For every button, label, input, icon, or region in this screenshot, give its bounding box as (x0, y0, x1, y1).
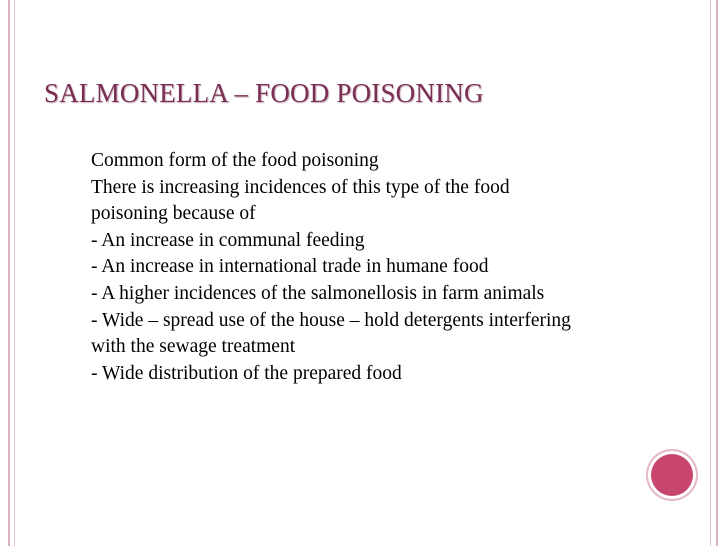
body-line: - A higher incidences of the salmonellosis in farm animals (91, 282, 545, 304)
decorative-circle-icon (651, 454, 693, 496)
slide-title: SALMONELLA – FOOD POISONING (44, 78, 484, 108)
body-line: with the sewage treatment (91, 336, 296, 358)
left-border-inner-line (14, 0, 15, 546)
body-line: - An increase in international trade in humane food (91, 256, 489, 278)
right-border-inner-line (710, 0, 711, 546)
body-line: - Wide distribution of the prepared food (91, 362, 402, 384)
right-border-line (716, 0, 718, 546)
body-line: - Wide – spread use of the house – hold detergents interfering (91, 309, 571, 331)
body-line: Common form of the food poisoning (91, 150, 379, 171)
left-border-line (8, 0, 10, 546)
body-line: There is increasing incidences of this type of the food (91, 176, 510, 198)
body-line: - An increase in communal feeding (91, 229, 365, 251)
body-line: poisoning because of (91, 203, 256, 225)
slide-body (91, 148, 701, 387)
